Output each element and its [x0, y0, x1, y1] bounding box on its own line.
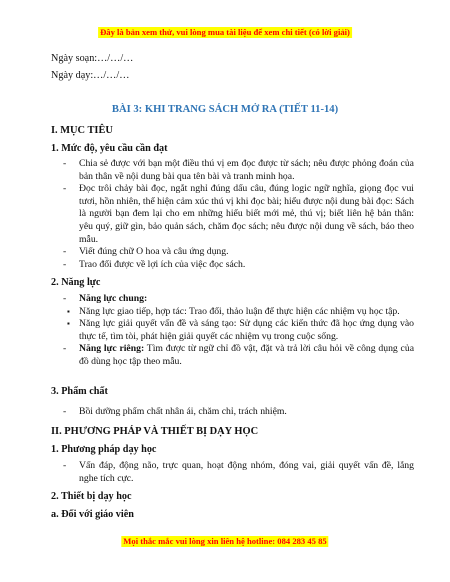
list-item: - Bồi dưỡng phẩm chất nhân ái, chăm chỉ, trách nhiệm.: [79, 406, 414, 419]
list-item: - Đọc trôi chảy bài đọc, ngắt nghỉ đúng dấu câu, đúng logic ngữ nghĩa, giọng đọc vui tươi, hồn nhiên, thể hiện cảm xúc thú vị khi đọc bài; hiểu được nội dung bài đọc: Sách là người bạn đem lại cho em những hiểu biết mới mẻ, thú vị; biết liên hệ bản thân: yêu quý, giữ gìn, bảo quản sách, chăm đọc sách; nêu được nội dung về sách, báo theo mẫu.: [79, 183, 414, 246]
list-item: - Viết đúng chữ O hoa và câu ứng dụng.: [79, 246, 414, 259]
specific-competency-item: - Năng lực riêng: Tìm được từ ngữ chỉ đồ vật, đặt và trả lời câu hỏi về công dụng của đồ dùng học tập theo mẫu.: [79, 343, 414, 368]
teacher-equipment-heading: a. Đối với giáo viên: [51, 509, 134, 520]
teaching-methods-heading: 1. Phương pháp dạy học: [51, 444, 157, 455]
general-competency-label: - Năng lực chung:: [79, 293, 414, 306]
list-item: - Chia sẻ được với bạn một điều thú vị em đọc được từ sách; nêu được phỏng đoán của bản thân về nội dung bài qua tên bài và tranh minh họa.: [79, 158, 414, 183]
list-item: - Vấn đáp, động não, trực quan, hoạt động nhóm, đóng vai, giải quyết vấn đề, lắng nghe tích cực.: [79, 460, 414, 485]
competency-heading: 2. Năng lực: [51, 277, 101, 288]
list-item: ▪ Năng lực giải quyết vấn đề và sáng tạo: Sử dụng các kiến thức đã học ứng dụng vào thực tế, tìm tòi, phát hiện giải quyết các nhiệm vụ trong cuộc sống.: [79, 318, 414, 343]
requirements-list: [79, 158, 414, 271]
preview-notice-banner: Đây là bản xem thử, vui lòng mua tài liệu để xem chi tiết (có lời giải): [100, 27, 350, 37]
teach-date-line: Ngày dạy:…/…/…: [51, 70, 130, 81]
competency-list: [79, 293, 414, 369]
teaching-methods-list: [79, 460, 414, 485]
requirements-heading: 1. Mức độ, yêu cầu cần đạt: [51, 143, 168, 154]
section-methods-heading: II. PHƯƠNG PHÁP VÀ THIẾT BỊ DẠY HỌC: [51, 426, 259, 437]
qualities-heading: 3. Phẩm chất: [51, 386, 108, 397]
prep-date-line: Ngày soạn:…/…/…: [51, 53, 134, 64]
list-item: - Trao đổi được về lợi ích của việc đọc sách.: [79, 259, 414, 272]
section-objectives-heading: I. MỤC TIÊU: [51, 125, 113, 136]
equipment-heading: 2. Thiết bị dạy học: [51, 491, 132, 502]
lesson-title: BÀI 3: KHI TRANG SÁCH MỞ RA (TIẾT 11-14): [111, 104, 339, 115]
hotline-banner: Mọi thắc mắc vui lòng xin liên hệ hotline: 084 283 45 85: [123, 536, 327, 546]
list-item: ▪ Năng lực giao tiếp, hợp tác: Trao đổi, thảo luận để thực hiện các nhiệm vụ học tập.: [79, 306, 414, 319]
qualities-list: [79, 406, 414, 419]
